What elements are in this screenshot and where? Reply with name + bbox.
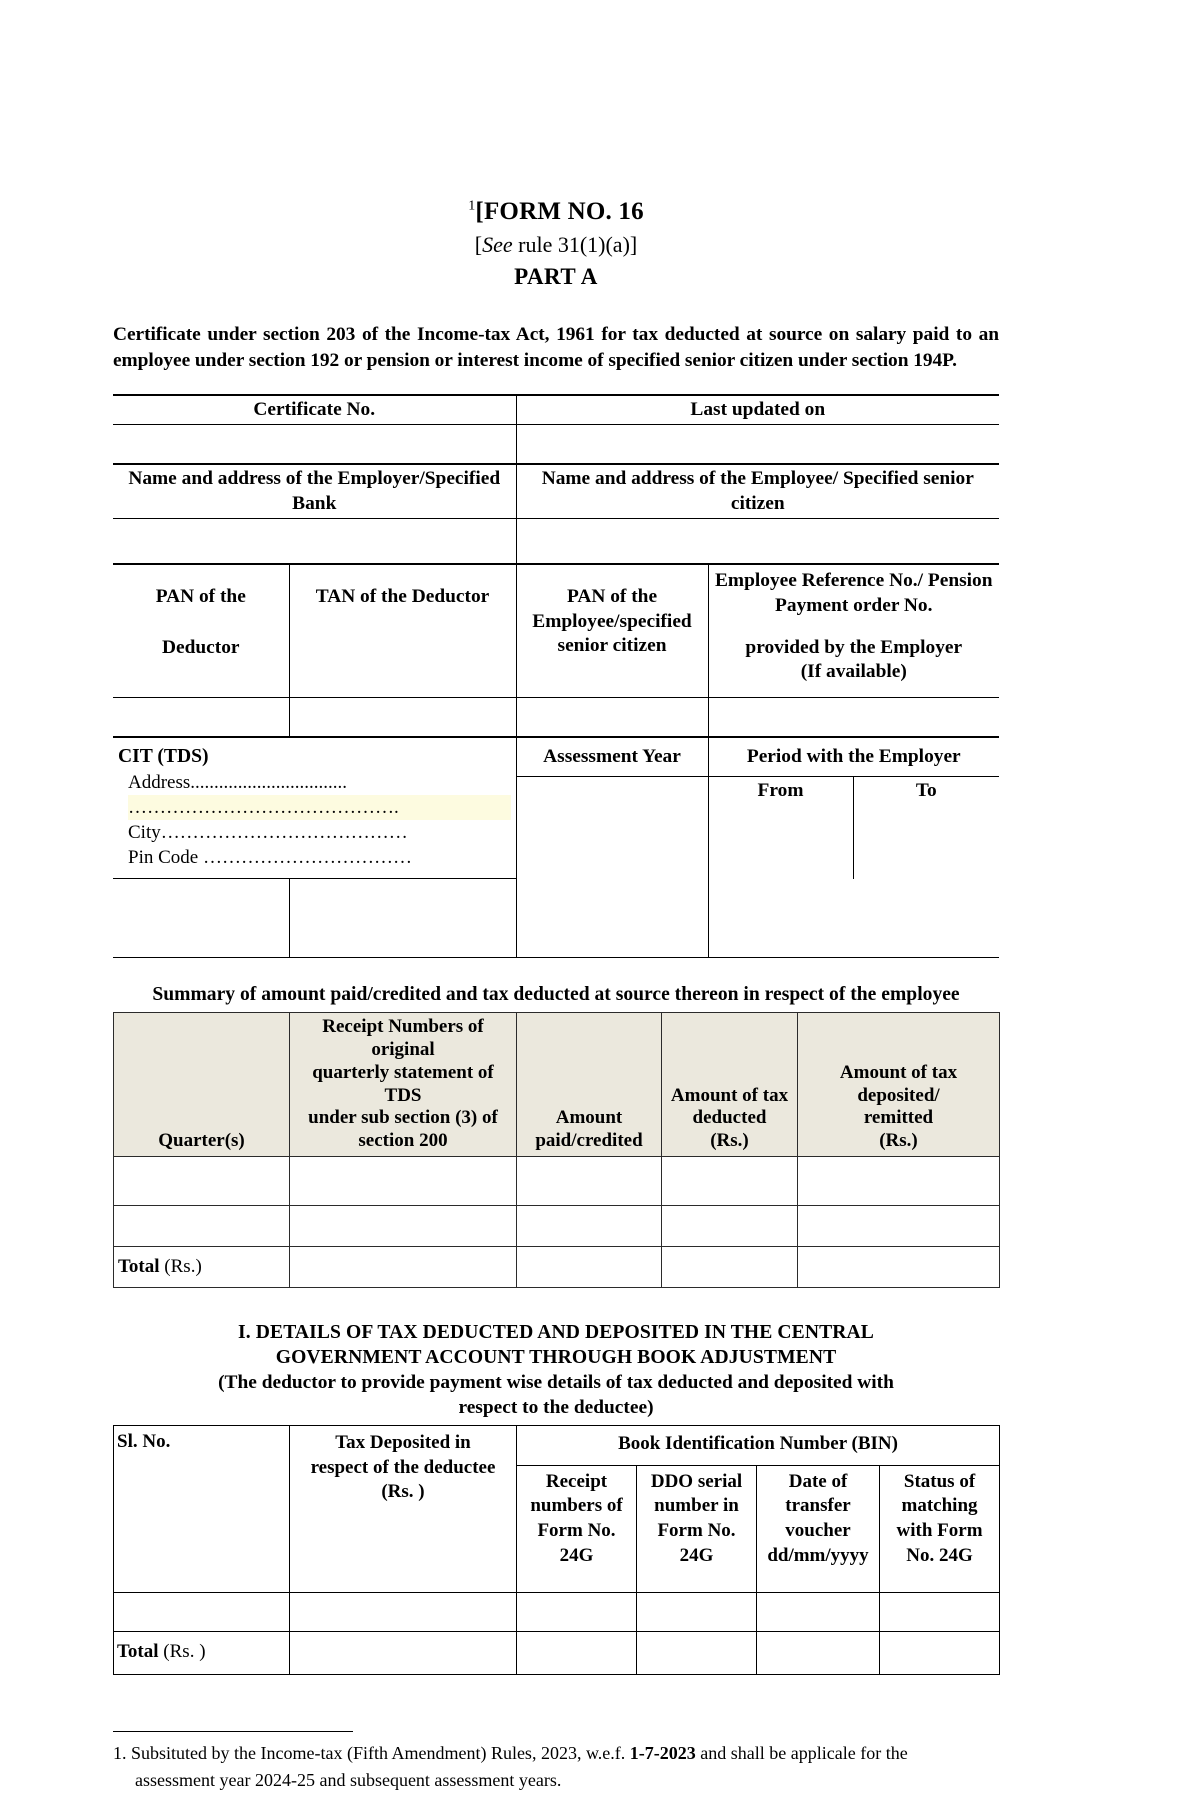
title-footnote-marker: 1 <box>468 198 476 214</box>
bin-cell-ddo[interactable] <box>637 1592 757 1631</box>
section-i-subtitle-line2: respect to the deductee) <box>458 1397 654 1419</box>
section-i-title <box>113 1320 999 1370</box>
rule-reference <box>113 231 999 258</box>
pan-employee-value[interactable] <box>516 698 708 738</box>
identification-table-bottom-rule <box>113 958 999 959</box>
summary-cell-tax-deposited[interactable] <box>798 1206 1000 1247</box>
table-row <box>113 564 999 698</box>
intro-paragraph: Certificate under section 203 of the Income-tax Act, 1961 for tax deducted at source on salary paid to an employee under section 192 or pension or interest income of specified senior citizen under section 194P. <box>113 323 999 371</box>
period-to-header: To <box>853 777 999 879</box>
employee-ref-line2: Payment order No. <box>775 594 933 616</box>
bin-ddo-line1: DDO serial <box>650 1470 743 1492</box>
table-header-row <box>114 1425 1000 1465</box>
summary-total-label <box>114 1247 290 1288</box>
cit-pincode-line[interactable]: Pin Code …………………………… <box>128 847 412 869</box>
table-total-row <box>114 1631 1000 1674</box>
section-i-title-line2: GOVERNMENT ACCOUNT THROUGH BOOK ADJUSTMENT <box>275 1347 837 1369</box>
bin-status-line4: No. 24G <box>906 1544 973 1566</box>
summary-cell-quarter[interactable] <box>114 1157 290 1206</box>
footnote-text-b: and shall be applicale for the <box>695 1742 908 1763</box>
receipt-numbers-line1: Receipt Numbers of original <box>322 1016 484 1061</box>
table-row <box>113 395 999 425</box>
employee-ref-line3: provided by the Employer <box>745 636 963 658</box>
summary-total-tax-deducted[interactable] <box>662 1247 798 1288</box>
employee-ref-value[interactable] <box>708 698 999 738</box>
last-updated-value[interactable] <box>516 425 999 465</box>
summary-total-receipt[interactable] <box>290 1247 517 1288</box>
summary-cell-receipt[interactable] <box>290 1157 517 1206</box>
footnote-line2: assessment year 2024-25 and subsequent assessment years. <box>135 1769 562 1790</box>
rule-rest: rule 31(1)(a)] <box>512 232 638 257</box>
bin-date-line2: transfer <box>785 1495 851 1517</box>
bin-cell-receipt[interactable] <box>517 1592 637 1631</box>
amount-paid-line2: paid/credited <box>535 1130 643 1152</box>
summary-cell-receipt[interactable] <box>290 1206 517 1247</box>
summary-cell-tax-deducted[interactable] <box>662 1206 798 1247</box>
bin-receipt-line2: numbers of <box>530 1495 623 1517</box>
pan-deductor-header <box>113 564 289 698</box>
period-from-value[interactable] <box>113 879 289 958</box>
tax-deposited-line1: Amount of tax deposited/ <box>839 1061 958 1106</box>
period-from-header: From <box>708 777 853 879</box>
pan-deductor-value[interactable] <box>113 698 289 738</box>
certificate-no-header: Certificate No. <box>113 395 516 425</box>
page-content <box>113 0 999 1794</box>
last-updated-header: Last updated on <box>516 395 999 425</box>
table-row <box>113 425 999 465</box>
bin-total-word: Total <box>117 1641 159 1663</box>
document-title-block <box>113 196 999 292</box>
bin-details-table <box>113 1425 1000 1675</box>
tan-deductor-header: TAN of the Deductor <box>289 564 516 698</box>
section-i-title-line1: I. DETAILS OF TAX DEDUCTED AND DEPOSITED IN THE CENTRAL <box>238 1322 874 1344</box>
assessment-year-header: Assessment Year <box>516 737 708 777</box>
bin-col-receipt-numbers <box>517 1465 637 1592</box>
tax-deducted-line2: deducted <box>692 1107 767 1129</box>
rule-bracket-open: [ <box>474 232 483 257</box>
bin-date-line4: dd/mm/yyyy <box>767 1544 869 1566</box>
bin-total-status[interactable] <box>880 1631 1000 1674</box>
tax-deposited-line2: remitted <box>863 1107 934 1129</box>
summary-cell-amount-paid[interactable] <box>517 1157 662 1206</box>
summary-total-word: Total <box>118 1255 160 1277</box>
footnote-effective-date: 1-7-2023 <box>629 1742 696 1763</box>
summary-col-amount-paid <box>517 1013 662 1157</box>
employee-name-address-value[interactable] <box>516 519 999 565</box>
receipt-numbers-line2: quarterly statement of TDS <box>312 1061 494 1106</box>
bin-col-sl-no: Sl. No. <box>114 1425 290 1592</box>
bin-total-date[interactable] <box>757 1631 880 1674</box>
summary-col-receipt-numbers <box>290 1013 517 1157</box>
employer-name-address-header: Name and address of the Employer/Specified Bank <box>113 464 516 518</box>
cit-address-line[interactable]: Address................................. <box>128 771 348 793</box>
employer-name-address-value[interactable] <box>113 519 516 565</box>
footnote-text-a: 1. Subsituted by the Income-tax (Fifth Amendment) Rules, 2023, w.e.f. <box>113 1742 630 1763</box>
footnote-separator <box>113 1731 353 1732</box>
table-row <box>114 1592 1000 1631</box>
cit-tds-label: CIT (TDS) <box>118 746 209 768</box>
bin-total-receipt[interactable] <box>517 1631 637 1674</box>
bin-cell-sl-no[interactable] <box>114 1592 290 1631</box>
summary-total-unit: (Rs.) <box>159 1255 202 1277</box>
pan-employee-line2: Employee/specified <box>532 610 692 632</box>
bin-cell-date[interactable] <box>757 1592 880 1631</box>
bin-receipt-line3: Form No. <box>537 1519 616 1541</box>
tax-deducted-line1: Amount of tax <box>670 1084 789 1106</box>
part-label: PART A <box>514 264 598 290</box>
bin-receipt-line4: 24G <box>559 1544 594 1566</box>
tax-deposited-header-line3: (Rs. ) <box>381 1481 425 1503</box>
table-row <box>113 737 999 777</box>
receipt-numbers-line3: under sub section (3) of <box>308 1107 498 1129</box>
summary-col-tax-deposited <box>798 1013 1000 1157</box>
cit-tds-block <box>113 737 516 879</box>
bin-ddo-line3: Form No. <box>657 1519 736 1541</box>
cit-city-line[interactable]: City………………………………… <box>128 822 408 844</box>
table-row <box>113 519 999 565</box>
bin-status-line2: matching <box>901 1495 978 1517</box>
bin-status-line1: Status of <box>903 1470 976 1492</box>
bin-total-label <box>114 1631 290 1674</box>
table-row-bottom-rule <box>113 958 999 959</box>
assessment-year-value[interactable] <box>516 777 708 958</box>
period-to-value[interactable] <box>289 879 516 958</box>
bin-total-unit: (Rs. ) <box>158 1641 206 1663</box>
pan-employee-line1: PAN of the <box>566 586 658 608</box>
summary-table <box>113 1012 1000 1288</box>
summary-total-amount-paid[interactable] <box>517 1247 662 1288</box>
amount-paid-line1: Amount <box>555 1107 623 1129</box>
identification-table <box>113 394 999 958</box>
bin-total-ddo[interactable] <box>637 1631 757 1674</box>
bin-col-date-transfer <box>757 1465 880 1592</box>
summary-col-quarters: Quarter(s) <box>114 1013 290 1157</box>
pan-employee-line3: senior citizen <box>557 634 667 656</box>
summary-total-tax-deposited[interactable] <box>798 1247 1000 1288</box>
bin-date-line1: Date of <box>788 1470 848 1492</box>
table-row <box>113 464 999 518</box>
summary-col-tax-deducted <box>662 1013 798 1157</box>
pan-deductor-line1: PAN of the <box>155 586 246 608</box>
receipt-numbers-line4: section 200 <box>358 1130 448 1152</box>
bin-ddo-line4: 24G <box>679 1544 714 1566</box>
bin-receipt-line1: Receipt <box>545 1470 608 1492</box>
section-i-subtitle-line1: (The deductor to provide payment wise details of tax deducted and deposited with <box>218 1372 894 1394</box>
cit-tds-content <box>116 740 513 876</box>
summary-cell-quarter[interactable] <box>114 1206 290 1247</box>
page-title <box>113 196 999 227</box>
bin-date-line3: voucher <box>785 1519 851 1541</box>
summary-caption: Summary of amount paid/credited and tax deducted at source thereon in respect of the employee <box>152 984 960 1006</box>
bin-col-group-header: Book Identification Number (BIN) <box>517 1425 1000 1465</box>
table-total-row <box>114 1247 1000 1288</box>
pan-deductor-line2: Deductor <box>161 636 240 658</box>
tax-deposited-header-line2: respect of the deductee <box>310 1456 496 1478</box>
tan-deductor-value[interactable] <box>289 698 516 738</box>
footnote <box>113 1740 999 1794</box>
bin-col-status-matching <box>880 1465 1000 1592</box>
table-row <box>114 1157 1000 1206</box>
bin-total-tax-deposited[interactable] <box>290 1631 517 1674</box>
bin-ddo-line2: number in <box>654 1495 739 1517</box>
table-row <box>114 1206 1000 1247</box>
bin-status-line3: with Form <box>896 1519 983 1541</box>
certificate-no-value[interactable] <box>113 425 516 465</box>
table-header-row <box>114 1013 1000 1157</box>
pan-employee-header <box>516 564 708 698</box>
bin-cell-tax-deposited[interactable] <box>290 1592 517 1631</box>
summary-cell-amount-paid[interactable] <box>517 1206 662 1247</box>
tax-deposited-line3: (Rs.) <box>879 1130 918 1152</box>
bin-col-tax-deposited <box>290 1425 517 1592</box>
tax-deposited-header-line1: Tax Deposited in <box>335 1431 471 1453</box>
summary-cell-tax-deposited[interactable] <box>798 1157 1000 1206</box>
period-employer-header: Period with the Employer <box>708 737 999 777</box>
table-row <box>113 698 999 738</box>
cit-address-continuation[interactable]: ……………………………………. <box>128 795 511 820</box>
title-text: [FORM NO. 16 <box>475 198 644 225</box>
summary-cell-tax-deducted[interactable] <box>662 1157 798 1206</box>
employee-ref-line4: (If available) <box>800 661 907 683</box>
employee-reference-header <box>708 564 999 698</box>
employee-ref-line1: Employee Reference No./ Pension <box>715 570 993 592</box>
employee-name-address-header: Name and address of the Employee/ Specified senior citizen <box>516 464 999 518</box>
bin-cell-status[interactable] <box>880 1592 1000 1631</box>
bin-col-ddo-serial <box>637 1465 757 1592</box>
section-i-subtitle <box>113 1371 999 1421</box>
tax-deducted-line3: (Rs.) <box>710 1130 749 1152</box>
rule-see-italic: See <box>482 232 513 257</box>
